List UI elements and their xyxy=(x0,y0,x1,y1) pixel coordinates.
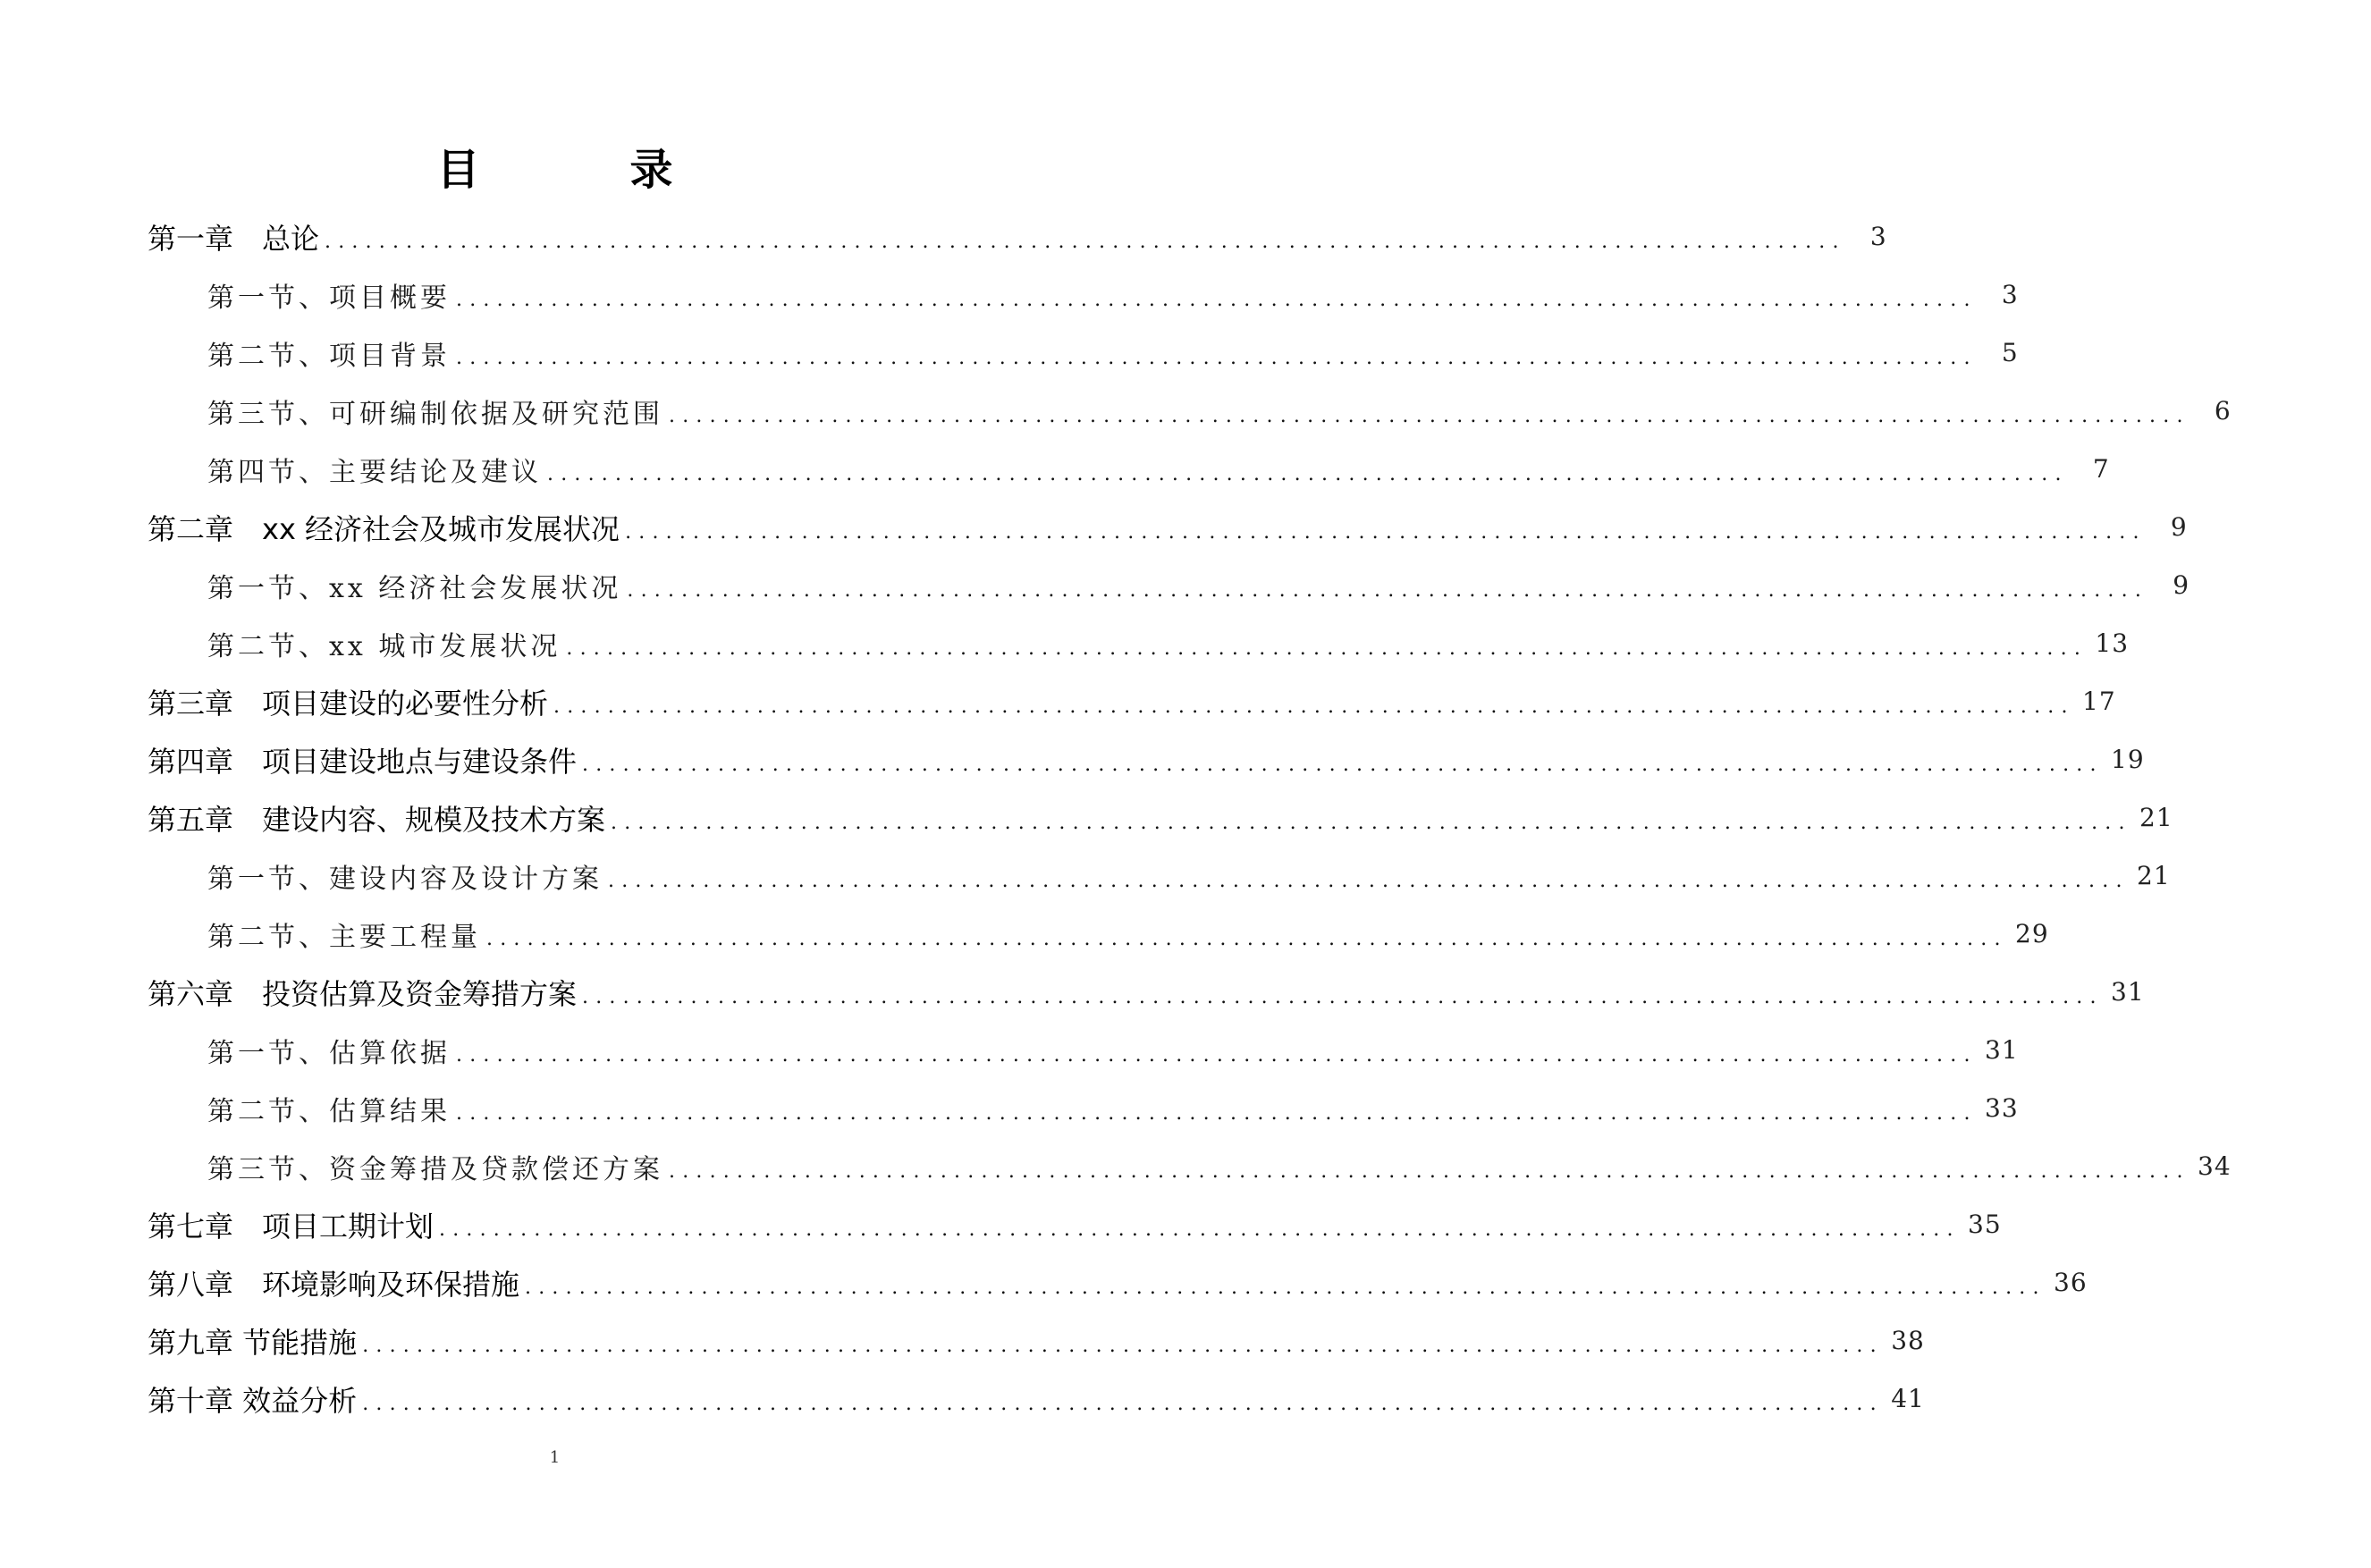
dot-leader: ................................................................................................................ xyxy=(456,289,1978,311)
page-number-footer: 1 xyxy=(549,1448,561,1467)
toc-entry-label: 第一章 总论 xyxy=(148,221,320,256)
dot-leader: ................................................................................................................ xyxy=(625,521,2147,544)
toc-entry-label: 第三节、可研编制依据及研究范围 xyxy=(207,398,663,430)
toc-entry-label: 第十章 效益分析 xyxy=(148,1383,358,1418)
toc-entry-section-2-2[interactable] xyxy=(0,614,2130,672)
toc-entry-chapter-10[interactable] xyxy=(0,1370,1925,1428)
toc-entry-label: 第一节、项目概要 xyxy=(207,282,451,314)
toc-entry-chapter-7[interactable] xyxy=(0,1195,2002,1253)
toc-entry-label: 第二节、项目背景 xyxy=(207,340,451,372)
toc-entry-section-2-1[interactable] xyxy=(0,556,2190,614)
dot-leader: ................................................................................................................ xyxy=(439,1218,1961,1241)
toc-entry-page-number: 5 xyxy=(2001,338,2019,367)
dot-leader: ................................................................................................................ xyxy=(669,1160,2190,1183)
toc-entry-label: 第三章 项目建设的必要性分析 xyxy=(148,686,549,721)
toc-entry-label: 第九章 节能措施 xyxy=(148,1325,358,1360)
toc-entry-label: 第七章 项目工期计划 xyxy=(148,1209,435,1243)
toc-entry-section-1-2[interactable] xyxy=(0,324,2019,382)
table-of-contents xyxy=(0,207,2232,1428)
toc-entry-page-number: 9 xyxy=(2173,570,2190,600)
dot-leader: ................................................................................................................ xyxy=(608,870,2130,892)
dot-leader: ................................................................................................................ xyxy=(456,347,1978,369)
toc-entry-label: 第三节、资金筹措及贷款偿还方案 xyxy=(207,1153,663,1185)
toc-entry-section-5-2[interactable] xyxy=(0,905,2049,963)
dot-leader: ................................................................................................................ xyxy=(456,1102,1978,1125)
toc-entry-chapter-2[interactable] xyxy=(0,498,2188,556)
toc-entry-label: 第四章 项目建设地点与建设条件 xyxy=(148,744,578,779)
toc-entry-label: 第五章 建设内容、规模及技术方案 xyxy=(148,802,606,837)
dot-leader: ................................................................................................................ xyxy=(582,754,2104,776)
toc-entry-chapter-6[interactable] xyxy=(0,963,2145,1021)
toc-title: 目 录 xyxy=(436,145,727,195)
toc-entry-page-number: 38 xyxy=(1891,1326,1925,1355)
toc-entry-chapter-4[interactable] xyxy=(0,730,2145,788)
toc-entry-page-number: 6 xyxy=(2214,396,2232,426)
dot-leader: ................................................................................................................ xyxy=(362,1393,1884,1415)
toc-entry-label: 第二章 xx 经济社会及城市发展状况 xyxy=(148,511,620,546)
toc-entry-page-number: 19 xyxy=(2111,745,2145,774)
dot-leader: ................................................................................................................ xyxy=(456,1044,1978,1066)
toc-entry-page-number: 29 xyxy=(2015,919,2049,948)
toc-entry-page-number: 9 xyxy=(2170,512,2188,542)
dot-leader: ................................................................................................................ xyxy=(325,231,1846,253)
toc-entry-page-number: 33 xyxy=(1985,1093,2019,1123)
dot-leader: ................................................................................................................ xyxy=(525,1277,2046,1299)
toc-entry-section-1-3[interactable] xyxy=(0,382,2232,440)
dot-leader: ................................................................................................................ xyxy=(669,405,2190,427)
toc-entry-label: 第六章 投资估算及资金筹措方案 xyxy=(148,976,578,1011)
toc-entry-label: 第八章 环境影响及环保措施 xyxy=(148,1267,520,1302)
toc-entry-label: 第二节、xx 城市发展状况 xyxy=(207,630,561,662)
toc-entry-page-number: 31 xyxy=(2111,977,2145,1007)
toc-entry-section-6-2[interactable] xyxy=(0,1079,2019,1137)
toc-entry-label: 第二节、主要工程量 xyxy=(207,921,481,953)
toc-entry-page-number: 34 xyxy=(2198,1151,2232,1181)
toc-entry-label: 第一节、估算依据 xyxy=(207,1037,451,1069)
toc-entry-label: 第一节、建设内容及设计方案 xyxy=(207,863,603,895)
toc-entry-section-1-1[interactable] xyxy=(0,266,2019,324)
dot-leader: ................................................................................................................ xyxy=(582,986,2104,1008)
toc-entry-page-number: 21 xyxy=(2139,803,2173,832)
toc-entry-page-number: 3 xyxy=(2001,280,2019,309)
dot-leader: ................................................................................................................ xyxy=(611,812,2132,834)
toc-entry-page-number: 41 xyxy=(1891,1384,1925,1413)
toc-entry-page-number: 21 xyxy=(2137,861,2171,890)
dot-leader: ................................................................................................................ xyxy=(627,579,2149,602)
toc-entry-section-1-4[interactable] xyxy=(0,440,2110,498)
toc-entry-page-number: 7 xyxy=(2092,454,2110,484)
toc-entry-chapter-3[interactable] xyxy=(0,672,2116,730)
toc-entry-page-number: 3 xyxy=(1869,222,1887,251)
toc-entry-page-number: 17 xyxy=(2082,687,2116,716)
toc-entry-section-5-1[interactable] xyxy=(0,847,2171,905)
toc-entry-chapter-8[interactable] xyxy=(0,1253,2088,1311)
toc-entry-chapter-5[interactable] xyxy=(0,788,2173,847)
toc-entry-page-number: 35 xyxy=(1968,1210,2002,1239)
toc-entry-label: 第四节、主要结论及建议 xyxy=(207,456,542,488)
dot-leader: ................................................................................................................ xyxy=(362,1335,1884,1357)
toc-entry-chapter-1[interactable] xyxy=(0,207,1887,266)
toc-entry-page-number: 31 xyxy=(1985,1035,2019,1065)
toc-entry-label: 第二节、估算结果 xyxy=(207,1095,451,1127)
toc-entry-section-6-3[interactable] xyxy=(0,1137,2232,1195)
toc-entry-chapter-9[interactable] xyxy=(0,1311,1925,1370)
dot-leader: ................................................................................................................ xyxy=(553,695,2075,718)
toc-entry-page-number: 36 xyxy=(2054,1268,2088,1297)
dot-leader: ................................................................................................................ xyxy=(486,928,2008,950)
toc-entry-label: 第一节、xx 经济社会发展状况 xyxy=(207,572,622,604)
toc-entry-section-6-1[interactable] xyxy=(0,1021,2019,1079)
dot-leader: ................................................................................................................ xyxy=(566,637,2088,660)
toc-entry-page-number: 13 xyxy=(2095,628,2130,658)
dot-leader: ................................................................................................................ xyxy=(547,463,2069,485)
